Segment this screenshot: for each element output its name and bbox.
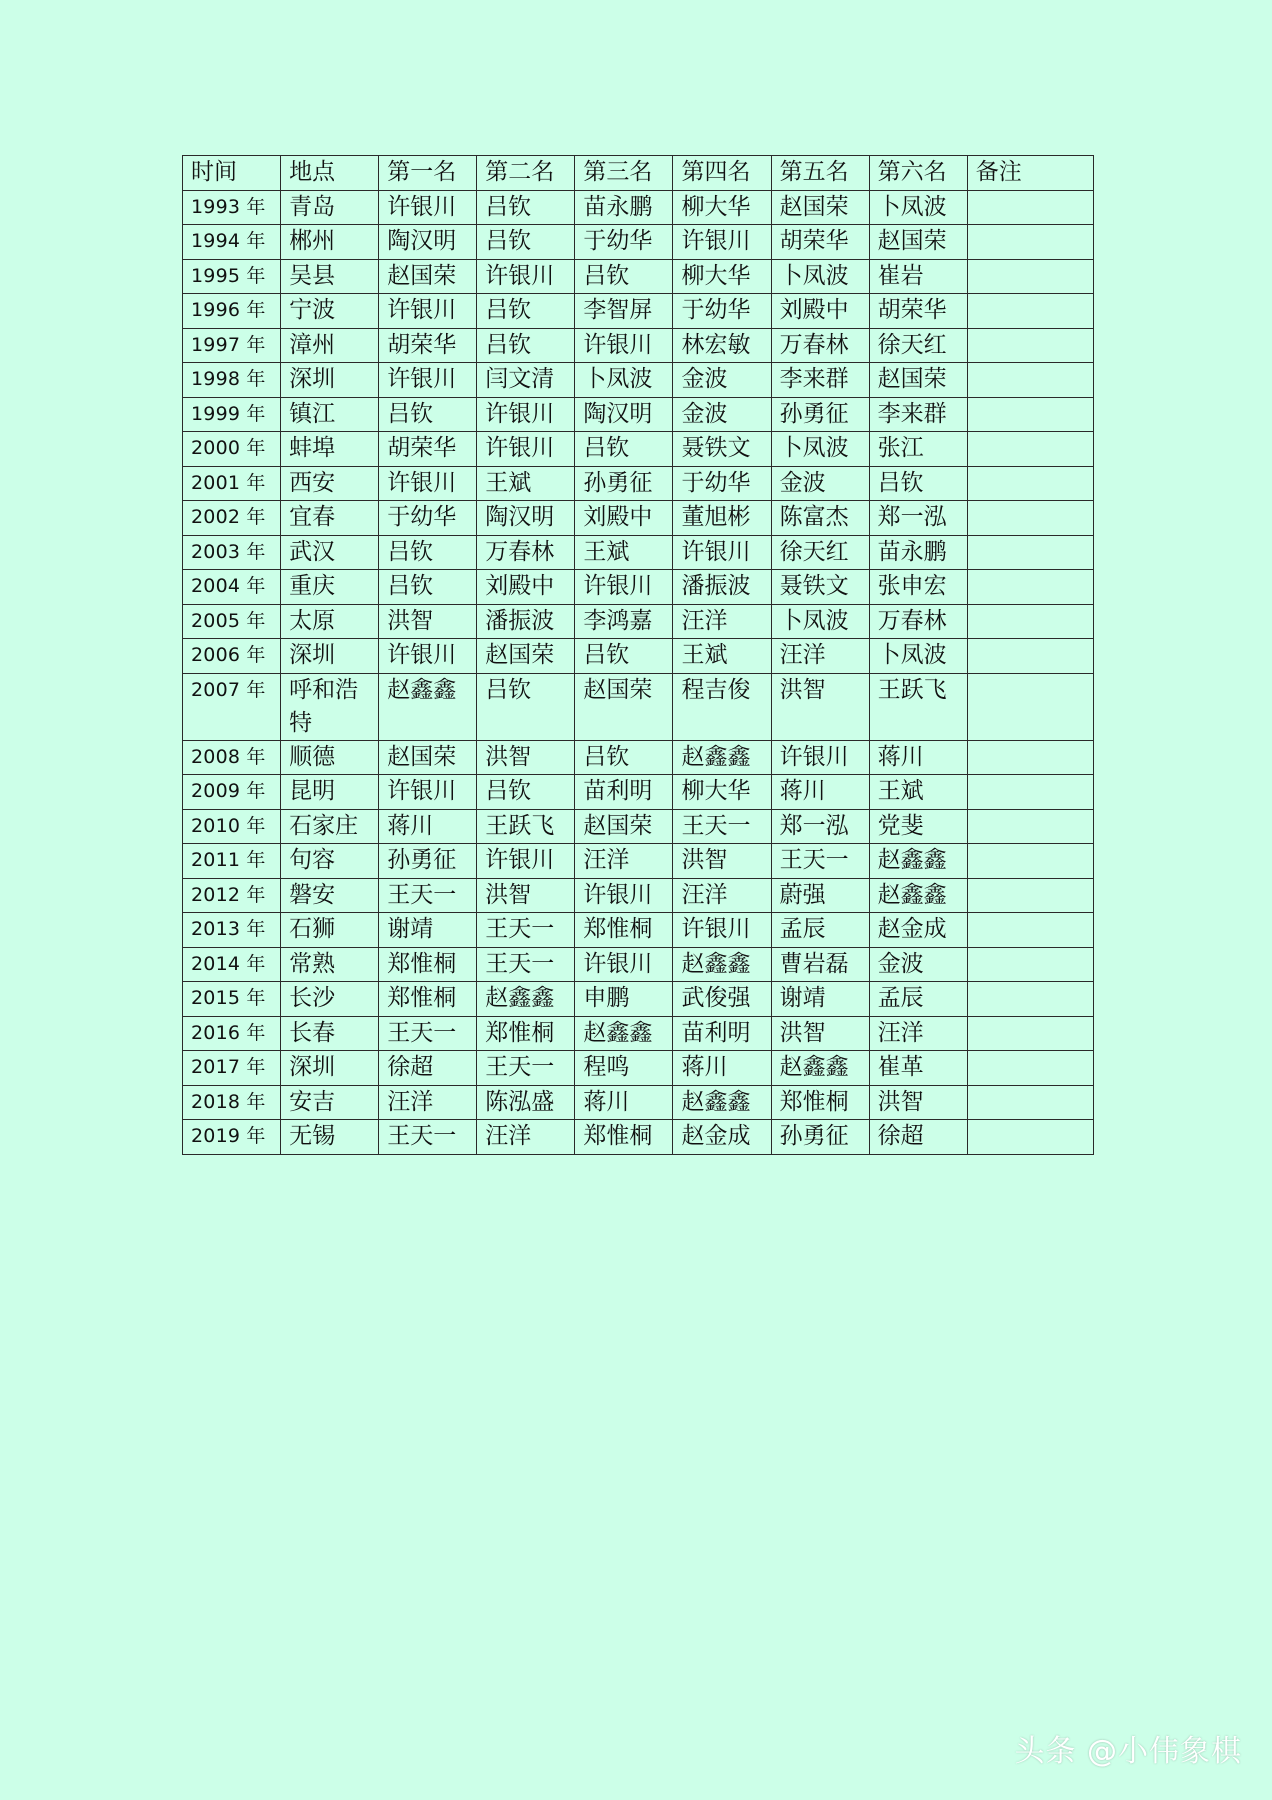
rank-cell: 于幼华 [673, 294, 771, 329]
rank-cell: 吕钦 [379, 570, 477, 605]
rank-cell: 潘振波 [477, 604, 575, 639]
rank-cell: 郑一泓 [869, 501, 967, 536]
rank-cell: 程吉俊 [673, 673, 771, 740]
rank-cell: 汪洋 [477, 1120, 575, 1155]
year-cell: 2011 年 [183, 844, 281, 879]
rank-cell: 卜凤波 [869, 190, 967, 225]
rank-cell: 万春林 [771, 328, 869, 363]
rank-cell: 胡荣华 [771, 225, 869, 260]
place-cell: 宁波 [281, 294, 379, 329]
note-cell [967, 225, 1093, 260]
table-row [183, 1085, 1094, 1120]
rank-cell: 赵鑫鑫 [673, 740, 771, 775]
place-cell: 蚌埠 [281, 432, 379, 467]
year-cell: 2013 年 [183, 913, 281, 948]
rank-cell: 孙勇征 [771, 397, 869, 432]
note-cell [967, 604, 1093, 639]
year-cell: 1996 年 [183, 294, 281, 329]
rank-cell: 刘殿中 [575, 501, 673, 536]
note-cell [967, 363, 1093, 398]
rank-cell: 王天一 [771, 844, 869, 879]
place-cell: 武汉 [281, 535, 379, 570]
rank-cell: 许银川 [379, 639, 477, 674]
table-row [183, 775, 1094, 810]
year-cell: 2012 年 [183, 878, 281, 913]
table-row [183, 740, 1094, 775]
place-cell: 郴州 [281, 225, 379, 260]
rank-cell: 吕钦 [575, 639, 673, 674]
rank-cell: 王斌 [673, 639, 771, 674]
rank-cell: 洪智 [379, 604, 477, 639]
rank-cell: 金波 [673, 397, 771, 432]
year-cell: 2018 年 [183, 1085, 281, 1120]
place-cell: 长沙 [281, 982, 379, 1017]
table-row [183, 947, 1094, 982]
table-row [183, 328, 1094, 363]
rank-cell: 金波 [869, 947, 967, 982]
results-table [182, 155, 1094, 1155]
year-cell: 1993 年 [183, 190, 281, 225]
rank-cell: 洪智 [771, 673, 869, 740]
note-cell [967, 328, 1093, 363]
year-cell: 2019 年 [183, 1120, 281, 1155]
note-cell [967, 535, 1093, 570]
table-row [183, 432, 1094, 467]
note-cell [967, 740, 1093, 775]
header-cell-fifth: 第五名 [771, 156, 869, 191]
place-cell: 安吉 [281, 1085, 379, 1120]
rank-cell: 吕钦 [575, 432, 673, 467]
year-cell: 2001 年 [183, 466, 281, 501]
header-cell-fourth: 第四名 [673, 156, 771, 191]
rank-cell: 胡荣华 [379, 328, 477, 363]
rank-cell: 胡荣华 [379, 432, 477, 467]
rank-cell: 郑惟桐 [379, 982, 477, 1017]
rank-cell: 崔岩 [869, 259, 967, 294]
rank-cell: 赵鑫鑫 [575, 1016, 673, 1051]
header-cell-place: 地点 [281, 156, 379, 191]
table-row [183, 639, 1094, 674]
rank-cell: 王天一 [379, 878, 477, 913]
note-cell [967, 639, 1093, 674]
rank-cell: 刘殿中 [771, 294, 869, 329]
table-row [183, 225, 1094, 260]
year-cell: 2000 年 [183, 432, 281, 467]
rank-cell: 赵国荣 [771, 190, 869, 225]
rank-cell: 吕钦 [869, 466, 967, 501]
rank-cell: 许银川 [575, 328, 673, 363]
rank-cell: 卜凤波 [869, 639, 967, 674]
rank-cell: 聂铁文 [673, 432, 771, 467]
rank-cell: 蒋川 [673, 1051, 771, 1086]
rank-cell: 赵国荣 [477, 639, 575, 674]
note-cell [967, 775, 1093, 810]
rank-cell: 潘振波 [673, 570, 771, 605]
rank-cell: 于幼华 [673, 466, 771, 501]
rank-cell: 胡荣华 [869, 294, 967, 329]
rank-cell: 洪智 [673, 844, 771, 879]
rank-cell: 许银川 [477, 432, 575, 467]
year-cell: 1999 年 [183, 397, 281, 432]
rank-cell: 郑惟桐 [771, 1085, 869, 1120]
note-cell [967, 432, 1093, 467]
rank-cell: 赵鑫鑫 [673, 947, 771, 982]
place-cell: 磐安 [281, 878, 379, 913]
rank-cell: 卜凤波 [575, 363, 673, 398]
rank-cell: 吕钦 [379, 397, 477, 432]
place-cell: 深圳 [281, 363, 379, 398]
table-row [183, 913, 1094, 948]
place-cell: 宜春 [281, 501, 379, 536]
header-cell-third: 第三名 [575, 156, 673, 191]
rank-cell: 李智屏 [575, 294, 673, 329]
rank-cell: 王天一 [379, 1120, 477, 1155]
rank-cell: 张江 [869, 432, 967, 467]
note-cell [967, 501, 1093, 536]
table-row [183, 809, 1094, 844]
rank-cell: 赵国荣 [379, 740, 477, 775]
rank-cell: 吕钦 [379, 535, 477, 570]
rank-cell: 汪洋 [771, 639, 869, 674]
place-cell: 昆明 [281, 775, 379, 810]
rank-cell: 吕钦 [575, 740, 673, 775]
header-cell-note: 备注 [967, 156, 1093, 191]
rank-cell: 于幼华 [379, 501, 477, 536]
year-cell: 2014 年 [183, 947, 281, 982]
rank-cell: 吕钦 [477, 190, 575, 225]
place-cell: 石家庄 [281, 809, 379, 844]
year-cell: 1995 年 [183, 259, 281, 294]
rank-cell: 赵金成 [673, 1120, 771, 1155]
note-cell [967, 844, 1093, 879]
rank-cell: 许银川 [477, 397, 575, 432]
rank-cell: 曹岩磊 [771, 947, 869, 982]
rank-cell: 孙勇征 [771, 1120, 869, 1155]
rank-cell: 许银川 [379, 190, 477, 225]
year-cell: 2007 年 [183, 673, 281, 740]
rank-cell: 陶汉明 [575, 397, 673, 432]
note-cell [967, 1051, 1093, 1086]
rank-cell: 崔革 [869, 1051, 967, 1086]
table-row [183, 1016, 1094, 1051]
rank-cell: 郑惟桐 [379, 947, 477, 982]
rank-cell: 王天一 [477, 913, 575, 948]
note-cell [967, 1016, 1093, 1051]
year-cell: 2010 年 [183, 809, 281, 844]
rank-cell: 苗利明 [575, 775, 673, 810]
place-cell: 镇江 [281, 397, 379, 432]
table-row [183, 190, 1094, 225]
rank-cell: 许银川 [477, 844, 575, 879]
place-cell: 常熟 [281, 947, 379, 982]
year-cell: 1997 年 [183, 328, 281, 363]
table-row [183, 878, 1094, 913]
rank-cell: 许银川 [379, 294, 477, 329]
table-row [183, 501, 1094, 536]
note-cell [967, 878, 1093, 913]
year-cell: 2004 年 [183, 570, 281, 605]
note-cell [967, 397, 1093, 432]
note-cell [967, 809, 1093, 844]
rank-cell: 卜凤波 [771, 432, 869, 467]
rank-cell: 赵国荣 [869, 363, 967, 398]
table-row [183, 466, 1094, 501]
rank-cell: 程鸣 [575, 1051, 673, 1086]
rank-cell: 洪智 [869, 1085, 967, 1120]
rank-cell: 万春林 [869, 604, 967, 639]
rank-cell: 闫文清 [477, 363, 575, 398]
header-row [183, 156, 1094, 191]
rank-cell: 徐天红 [869, 328, 967, 363]
rank-cell: 金波 [771, 466, 869, 501]
rank-cell: 许银川 [673, 535, 771, 570]
rank-cell: 许银川 [575, 570, 673, 605]
place-cell: 句容 [281, 844, 379, 879]
rank-cell: 王跃飞 [869, 673, 967, 740]
table-row [183, 673, 1094, 740]
table-row [183, 844, 1094, 879]
note-cell [967, 947, 1093, 982]
year-cell: 2016 年 [183, 1016, 281, 1051]
rank-cell: 吕钦 [477, 225, 575, 260]
rank-cell: 刘殿中 [477, 570, 575, 605]
place-cell: 青岛 [281, 190, 379, 225]
rank-cell: 汪洋 [673, 604, 771, 639]
rank-cell: 许银川 [673, 225, 771, 260]
note-cell [967, 294, 1093, 329]
rank-cell: 汪洋 [379, 1085, 477, 1120]
rank-cell: 李鸿嘉 [575, 604, 673, 639]
rank-cell: 王天一 [477, 947, 575, 982]
rank-cell: 吕钦 [477, 673, 575, 740]
rank-cell: 谢靖 [379, 913, 477, 948]
rank-cell: 洪智 [477, 878, 575, 913]
header-cell-sixth: 第六名 [869, 156, 967, 191]
place-cell: 漳州 [281, 328, 379, 363]
note-cell [967, 190, 1093, 225]
rank-cell: 李来群 [771, 363, 869, 398]
rank-cell: 卜凤波 [771, 604, 869, 639]
rank-cell: 赵鑫鑫 [477, 982, 575, 1017]
table-row [183, 570, 1094, 605]
note-cell [967, 1120, 1093, 1155]
table-row [183, 259, 1094, 294]
rank-cell: 汪洋 [575, 844, 673, 879]
rank-cell: 许银川 [575, 947, 673, 982]
note-cell [967, 982, 1093, 1017]
rank-cell: 许银川 [379, 363, 477, 398]
rank-cell: 汪洋 [673, 878, 771, 913]
table-row [183, 397, 1094, 432]
note-cell [967, 1085, 1093, 1120]
rank-cell: 郑惟桐 [575, 913, 673, 948]
rank-cell: 徐超 [869, 1120, 967, 1155]
rank-cell: 赵鑫鑫 [379, 673, 477, 740]
year-cell: 2009 年 [183, 775, 281, 810]
rank-cell: 赵鑫鑫 [673, 1085, 771, 1120]
rank-cell: 王斌 [869, 775, 967, 810]
note-cell [967, 466, 1093, 501]
place-cell: 太原 [281, 604, 379, 639]
rank-cell: 吕钦 [477, 328, 575, 363]
note-cell [967, 259, 1093, 294]
table-row [183, 604, 1094, 639]
rank-cell: 孙勇征 [575, 466, 673, 501]
place-cell: 呼和浩特 [281, 673, 379, 740]
rank-cell: 申鹏 [575, 982, 673, 1017]
table-row [183, 1120, 1094, 1155]
rank-cell: 陈泓盛 [477, 1085, 575, 1120]
place-cell: 石狮 [281, 913, 379, 948]
place-cell: 西安 [281, 466, 379, 501]
rank-cell: 苗永鹏 [869, 535, 967, 570]
rank-cell: 王天一 [379, 1016, 477, 1051]
header-cell-time: 时间 [183, 156, 281, 191]
place-cell: 吴县 [281, 259, 379, 294]
rank-cell: 王跃飞 [477, 809, 575, 844]
rank-cell: 孟辰 [869, 982, 967, 1017]
rank-cell: 万春林 [477, 535, 575, 570]
rank-cell: 苗永鹏 [575, 190, 673, 225]
table-row [183, 1051, 1094, 1086]
rank-cell: 徐超 [379, 1051, 477, 1086]
place-cell: 无锡 [281, 1120, 379, 1155]
rank-cell: 柳大华 [673, 259, 771, 294]
rank-cell: 洪智 [477, 740, 575, 775]
year-cell: 1994 年 [183, 225, 281, 260]
table-row [183, 535, 1094, 570]
year-cell: 2003 年 [183, 535, 281, 570]
table-row [183, 982, 1094, 1017]
year-cell: 1998 年 [183, 363, 281, 398]
year-cell: 2002 年 [183, 501, 281, 536]
rank-cell: 郑一泓 [771, 809, 869, 844]
place-cell: 重庆 [281, 570, 379, 605]
rank-cell: 洪智 [771, 1016, 869, 1051]
rank-cell: 蒋川 [869, 740, 967, 775]
rank-cell: 赵鑫鑫 [869, 844, 967, 879]
rank-cell: 苗利明 [673, 1016, 771, 1051]
place-cell: 顺德 [281, 740, 379, 775]
rank-cell: 王斌 [477, 466, 575, 501]
rank-cell: 许银川 [771, 740, 869, 775]
rank-cell: 蒋川 [771, 775, 869, 810]
rank-cell: 孙勇征 [379, 844, 477, 879]
rank-cell: 陈富杰 [771, 501, 869, 536]
rank-cell: 党斐 [869, 809, 967, 844]
rank-cell: 许银川 [379, 775, 477, 810]
rank-cell: 王天一 [673, 809, 771, 844]
year-cell: 2008 年 [183, 740, 281, 775]
year-cell: 2017 年 [183, 1051, 281, 1086]
rank-cell: 赵国荣 [575, 809, 673, 844]
year-cell: 2006 年 [183, 639, 281, 674]
note-cell [967, 913, 1093, 948]
rank-cell: 吕钦 [575, 259, 673, 294]
rank-cell: 谢靖 [771, 982, 869, 1017]
rank-cell: 许银川 [477, 259, 575, 294]
rank-cell: 武俊强 [673, 982, 771, 1017]
rank-cell: 于幼华 [575, 225, 673, 260]
header-cell-first: 第一名 [379, 156, 477, 191]
rank-cell: 赵金成 [869, 913, 967, 948]
rank-cell: 柳大华 [673, 190, 771, 225]
rank-cell: 郑惟桐 [575, 1120, 673, 1155]
rank-cell: 赵鑫鑫 [869, 878, 967, 913]
rank-cell: 孟辰 [771, 913, 869, 948]
note-cell [967, 570, 1093, 605]
place-cell: 深圳 [281, 1051, 379, 1086]
table-row [183, 294, 1094, 329]
rank-cell: 徐天红 [771, 535, 869, 570]
rank-cell: 柳大华 [673, 775, 771, 810]
rank-cell: 吕钦 [477, 775, 575, 810]
year-cell: 2015 年 [183, 982, 281, 1017]
rank-cell: 王斌 [575, 535, 673, 570]
rank-cell: 吕钦 [477, 294, 575, 329]
table-row [183, 363, 1094, 398]
rank-cell: 陶汉明 [477, 501, 575, 536]
place-cell: 长春 [281, 1016, 379, 1051]
rank-cell: 蔚强 [771, 878, 869, 913]
rank-cell: 林宏敏 [673, 328, 771, 363]
year-cell: 2005 年 [183, 604, 281, 639]
watermark: 头条 @小伟象棋 [1014, 1734, 1242, 1769]
place-cell: 深圳 [281, 639, 379, 674]
rank-cell: 李来群 [869, 397, 967, 432]
rank-cell: 张申宏 [869, 570, 967, 605]
rank-cell: 赵鑫鑫 [771, 1051, 869, 1086]
rank-cell: 聂铁文 [771, 570, 869, 605]
rank-cell: 赵国荣 [869, 225, 967, 260]
rank-cell: 陶汉明 [379, 225, 477, 260]
rank-cell: 王天一 [477, 1051, 575, 1086]
note-cell [967, 673, 1093, 740]
rank-cell: 董旭彬 [673, 501, 771, 536]
rank-cell: 许银川 [673, 913, 771, 948]
rank-cell: 汪洋 [869, 1016, 967, 1051]
rank-cell: 许银川 [575, 878, 673, 913]
rank-cell: 卜凤波 [771, 259, 869, 294]
rank-cell: 赵国荣 [575, 673, 673, 740]
rank-cell: 蒋川 [575, 1085, 673, 1120]
rank-cell: 蒋川 [379, 809, 477, 844]
rank-cell: 赵国荣 [379, 259, 477, 294]
rank-cell: 郑惟桐 [477, 1016, 575, 1051]
header-cell-second: 第二名 [477, 156, 575, 191]
rank-cell: 金波 [673, 363, 771, 398]
rank-cell: 许银川 [379, 466, 477, 501]
